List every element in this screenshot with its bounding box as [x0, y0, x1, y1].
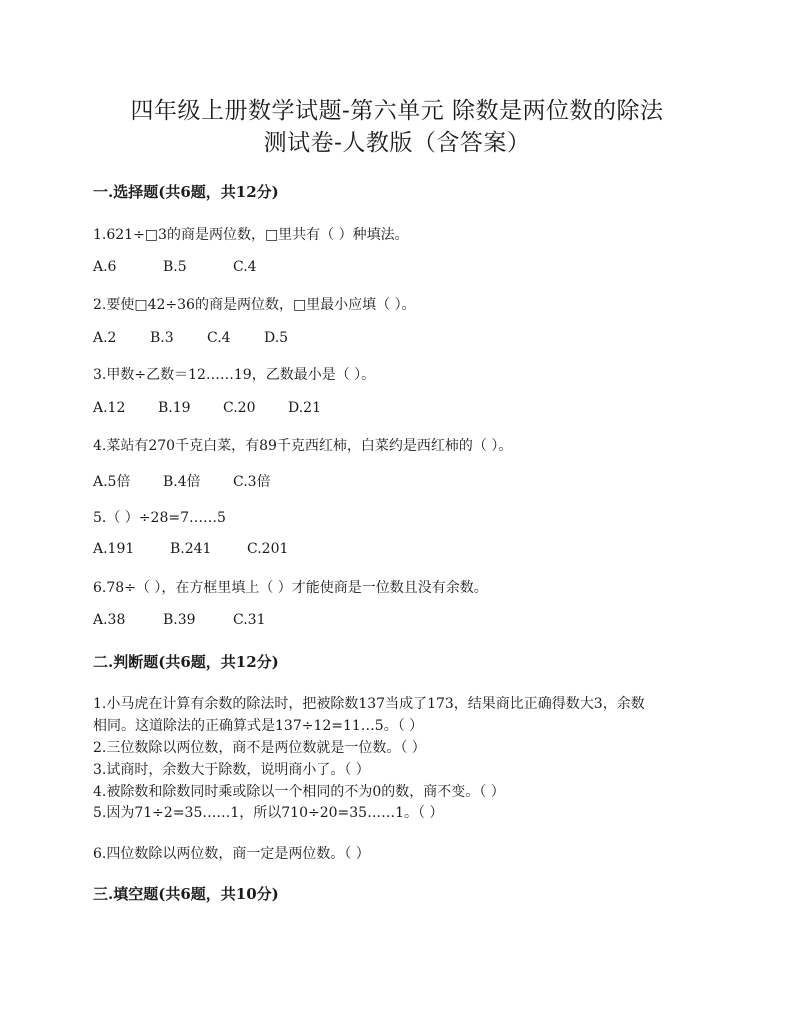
question-2-options	[93, 330, 288, 346]
question-1-options	[93, 259, 257, 275]
question-1: 1.621÷□3的商是两位数，□里共有（ ）种填法。	[93, 227, 409, 243]
option: B.241	[170, 541, 212, 557]
question-3: 3.甲数÷乙数＝12……19，乙数最小是（ ）。	[93, 367, 376, 383]
judgment-line: 4.被除数和除数同时乘或除以一个相同的不为0的数，商不变。（ ）	[93, 784, 505, 800]
section-heading-choice: 一.选择题(共6题，共12分)	[93, 183, 279, 201]
option: B.39	[163, 612, 196, 628]
question-5: 5.（ ）÷28=7……5	[93, 510, 226, 526]
judgment-line: 6.四位数除以两位数，商一定是两位数。（ ）	[93, 846, 370, 862]
option: D.21	[288, 400, 321, 416]
option: C.31	[233, 612, 266, 628]
option: C.3倍	[233, 474, 271, 490]
option: A.191	[93, 541, 135, 557]
document-title-line-1: 四年级上册数学试题-第六单元 除数是两位数的除法	[130, 98, 664, 124]
question-4-options	[93, 471, 271, 491]
option: C.4	[207, 330, 231, 346]
option: A.12	[93, 400, 126, 416]
judgment-line: 2.三位数除以两位数，商不是两位数就是一位数。（ ）	[93, 740, 426, 756]
option: C.201	[247, 541, 289, 557]
option: C.20	[223, 400, 256, 416]
option: C.4	[233, 259, 257, 275]
option: D.5	[264, 330, 289, 346]
question-6-options	[93, 612, 265, 628]
section-heading-fill-blank: 三.填空题(共6题，共10分)	[93, 885, 279, 903]
option: B.5	[163, 259, 187, 275]
question-2: 2.要使□42÷36的商是两位数，□里最小应填（ ）。	[93, 297, 416, 313]
question-4: 4.菜站有270千克白菜，有89千克西红柿，白菜约是西红柿的（ ）。	[93, 438, 513, 454]
option: B.3	[150, 330, 174, 346]
judgment-line: 1.小马虎在计算有余数的除法时，把被除数137当成了173，结果商比正确得数大3，余数	[93, 696, 645, 712]
option: A.38	[93, 612, 126, 628]
option: A.5倍	[93, 474, 131, 490]
section-heading-true-false: 二.判断题(共6题，共12分)	[93, 653, 279, 671]
document-title-line-2: 测试卷-人教版（含答案）	[263, 130, 531, 156]
question-3-options	[93, 400, 321, 416]
judgment-line: 3.试商时，余数大于除数，说明商小了。（ ）	[93, 762, 370, 778]
option: A.2	[93, 330, 117, 346]
question-5-options	[93, 541, 288, 557]
option: A.6	[93, 259, 117, 275]
question-6: 6.78÷（ ），在方框里填上（ ）才能使商是一位数且没有余数。	[93, 580, 488, 596]
judgment-line: 相同。这道除法的正确算式是137÷12=11…5。（ ）	[93, 718, 424, 734]
option: B.4倍	[163, 474, 201, 490]
judgment-line: 5.因为71÷2=35……1，所以710÷20=35……1。（ ）	[93, 805, 444, 821]
option: B.19	[158, 400, 191, 416]
